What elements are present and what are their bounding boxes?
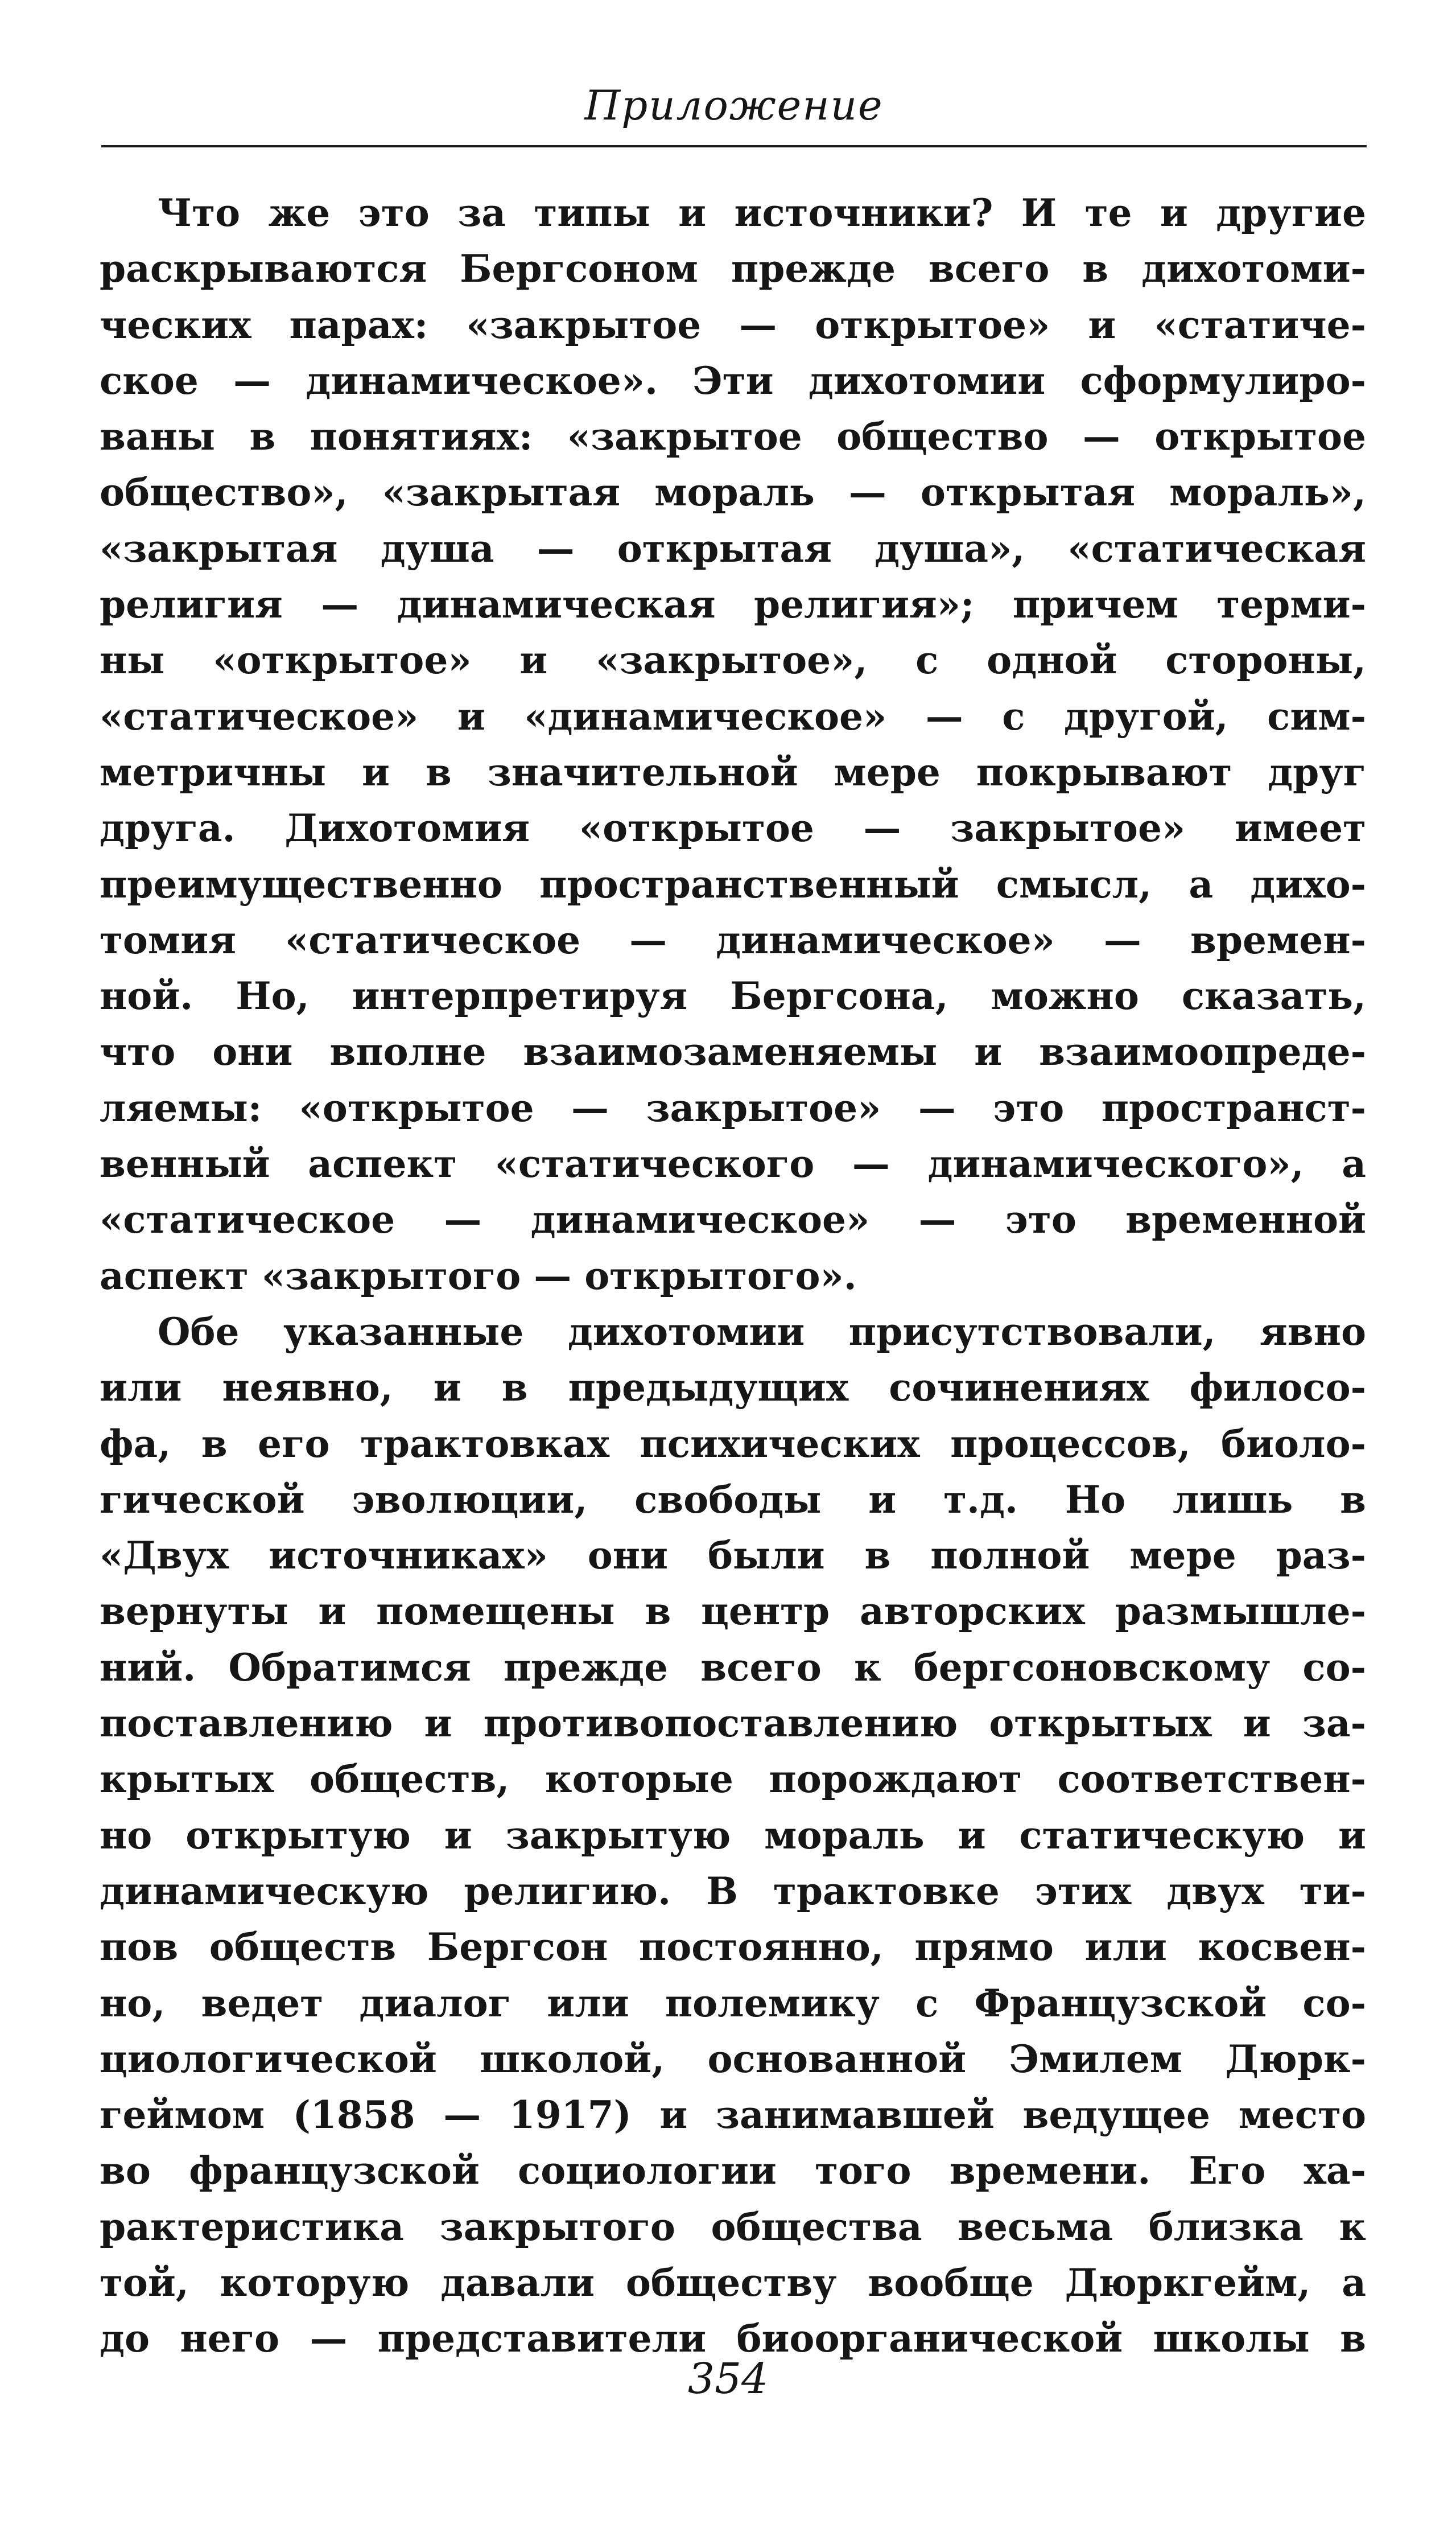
text-line: ний. Обратимся прежде всего к бергсоновскому со- bbox=[100, 1645, 1366, 1690]
text-line: рактеристика закрытого общества весьма близка к bbox=[100, 2204, 1366, 2249]
text-line: поставлению и противопоставлению открытых и за- bbox=[100, 1701, 1366, 1746]
text-line: аспект «закрытого — открытого». bbox=[100, 1253, 857, 1298]
paragraph bbox=[100, 185, 1366, 1304]
text-line: гической эволюции, свободы и т.д. Но лишь в bbox=[100, 1477, 1366, 1522]
text-line: фа, в его трактовках психических процессов, биоло- bbox=[100, 1421, 1366, 1466]
text-line: вернуты и помещены в центр авторских размышле- bbox=[100, 1589, 1366, 1634]
text-line: ляемы: «открытое — закрытое» — это пространст- bbox=[100, 1085, 1366, 1130]
text-line: или неявно, и в предыдущих сочинениях филосо- bbox=[100, 1365, 1366, 1410]
page-number: 354 bbox=[687, 2354, 769, 2403]
text-line: но, ведет диалог или полемику с Французской со- bbox=[100, 1981, 1366, 2025]
text-line: «статическое — динамическое» — это временной bbox=[100, 1197, 1366, 1242]
text-line: во французской социологии того времени. Его ха- bbox=[100, 2148, 1366, 2193]
text-line: пов обществ Бергсон постоянно, прямо или косвен- bbox=[100, 1925, 1366, 1970]
text-line: преимущественно пространственный смысл, а дихо- bbox=[100, 862, 1366, 907]
body-text bbox=[100, 185, 1366, 2367]
text-line: ское — динамическое». Эти дихотомии сформулиро- bbox=[100, 358, 1366, 403]
text-line: до него — представители биоорганической школы в bbox=[100, 2316, 1366, 2361]
text-line: той, которую давали обществу вообще Дюркгейм, а bbox=[100, 2260, 1366, 2305]
text-line: ны «открытое» и «закрытое», с одной стороны, bbox=[100, 638, 1366, 683]
text-line: Что же это за типы и источники? И те и другие bbox=[158, 191, 1366, 235]
paragraph bbox=[100, 1304, 1366, 2367]
text-line: «Двух источниках» они были в полной мере раз- bbox=[100, 1533, 1366, 1578]
text-line: общество», «закрытая мораль — открытая мораль», bbox=[100, 470, 1366, 515]
text-line: Обе указанные дихотомии присутствовали, явно bbox=[158, 1309, 1366, 1354]
text-line: геймом (1858 — 1917) и занимавшей ведущее место bbox=[100, 2093, 1366, 2138]
text-line: но открытую и закрытую мораль и статическую и bbox=[100, 1813, 1366, 1858]
text-line: ческих парах: «закрытое — открытое» и «статиче- bbox=[100, 302, 1366, 347]
running-head: Приложение bbox=[584, 81, 884, 129]
text-line: раскрываются Бергсоном прежде всего в дихотоми- bbox=[100, 246, 1366, 291]
text-line: циологической школой, основанной Эмилем Дюрк- bbox=[100, 2036, 1366, 2081]
text-line: ваны в понятиях: «закрытое общество — открытое bbox=[100, 414, 1366, 459]
text-line: друга. Дихотомия «открытое — закрытое» имеет bbox=[100, 806, 1366, 851]
text-line: томия «статическое — динамическое» — времен- bbox=[100, 917, 1366, 962]
text-line: венный аспект «статического — динамического», а bbox=[100, 1142, 1366, 1187]
header-rule bbox=[101, 145, 1367, 147]
text-line: «статическое» и «динамическое» — с другой, сим- bbox=[100, 694, 1366, 739]
text-line: динамическую религию. В трактовке этих двух ти- bbox=[100, 1868, 1366, 1913]
text-line: «закрытая душа — открытая душа», «статическая bbox=[100, 526, 1366, 571]
text-line: ной. Но, интерпретируя Бергсона, можно сказать, bbox=[100, 974, 1366, 1019]
text-line: что они вполне взаимозаменяемы и взаимоопреде- bbox=[100, 1030, 1366, 1074]
text-line: метричны и в значительной мере покрывают друг bbox=[100, 750, 1366, 794]
text-line: религия — динамическая религия»; причем терми- bbox=[100, 582, 1366, 627]
text-line: крытых обществ, которые порождают соответствен- bbox=[100, 1757, 1366, 1802]
